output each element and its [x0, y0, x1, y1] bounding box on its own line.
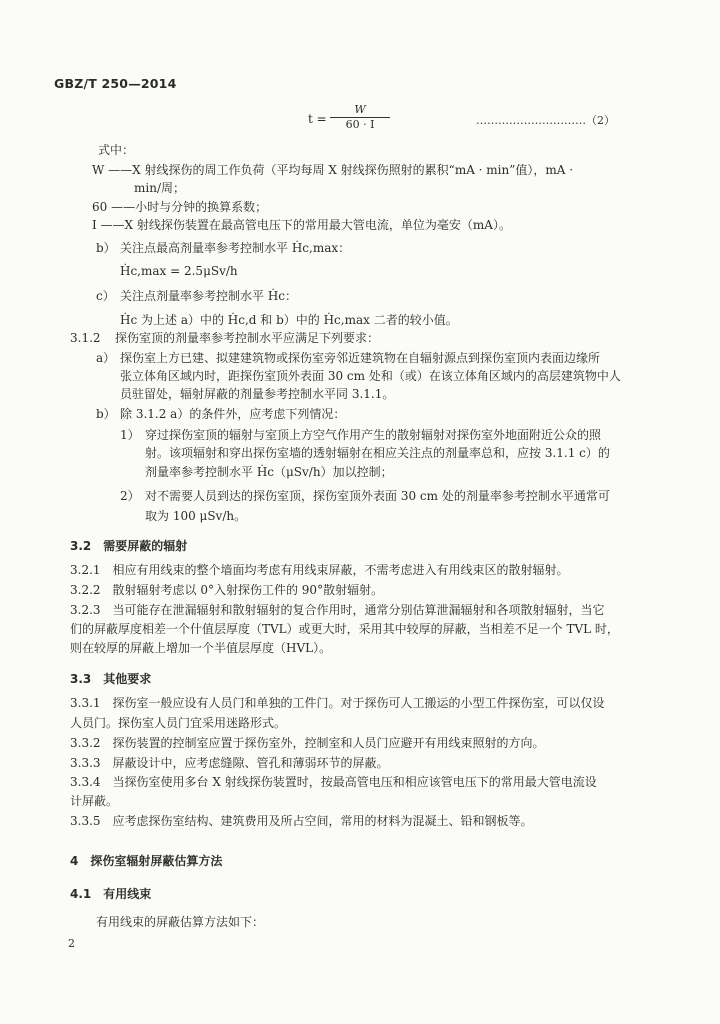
clause-312b1-label: 1）	[120, 428, 140, 442]
where-label: 式中：	[98, 143, 135, 157]
clause-312b2-line1: 对不需要人员到达的探伤室顶，探伤室顶外表面 30 cm 处的剂量率参考控制水平通常可	[145, 489, 610, 503]
item-b-text: 关注点最高剂量率参考控制水平 Ḣc,max：	[120, 241, 351, 255]
clause-323-line1: 3.2.3 当可能存在泄漏辐射和散射辐射的复合作用时，通常分别估算泄漏辐射和各项散射辐射，当它	[70, 603, 605, 617]
clause-334-line2: 计屏蔽。	[70, 794, 119, 808]
clause-323-line3: 则在较厚的屏蔽上增加一个半值层厚度（HVL）。	[70, 641, 332, 655]
clause-334-line1: 3.3.4 当探伤室使用多台 X 射线探伤装置时，按最高管电压和相应该管电压下的常用最大管电流设	[70, 775, 597, 789]
clause-312b1-line3: 剂量率参考控制水平 Ḣc（μSv/h）加以控制；	[145, 465, 393, 479]
clause-312b2-line2: 取为 100 μSv/h。	[145, 509, 247, 523]
standard-number: GBZ/T 250—2014	[54, 76, 177, 91]
def-w-line2: min/周；	[134, 181, 185, 195]
item-c-value: Ḣc 为上述 a）中的 Ḣc,d 和 b）中的 Ḣc,max 二者的较小值。	[120, 313, 458, 327]
clause-332: 3.3.2 探伤装置的控制室应置于探伤室外，控制室和人员门应避开有用线束照射的方向。	[70, 736, 545, 750]
clause-323-line2: 们的屏蔽厚度相差一个什值层厚度（TVL）或更大时，采用其中较厚的屏蔽，当相差不足一个 TVL 时，	[70, 622, 619, 636]
formula-numerator: W	[354, 103, 366, 116]
def-sixty: 60 ——小时与分钟的换算系数；	[92, 200, 268, 214]
formula-number: …………………………（2）	[476, 114, 615, 127]
def-i: I ——X 射线探伤装置在最高管电压下的常用最大管电流，单位为毫安（mA）。	[92, 218, 511, 232]
formula-denominator: 60 · I	[345, 118, 375, 131]
def-w-line1: W ——X 射线探伤的周工作负荷（平均每周 X 射线探伤照射的累积“mA · min”值），mA ·	[92, 163, 574, 177]
formula-lhs: t =	[308, 112, 327, 126]
section-33-heading: 3.3 其他要求	[70, 672, 152, 686]
chapter-4-heading: 4 探伤室辐射屏蔽估算方法	[70, 854, 223, 868]
clause-312b-text: 除 3.1.2 a）的条件外，应考虑下列情况：	[120, 407, 346, 421]
clause-312a-line2: 张立体角区域内时，距探伤室顶外表面 30 cm 处和（或）在该立体角区域内的高层建筑物中人	[120, 369, 621, 383]
item-c-text: 关注点剂量率参考控制水平 Ḣc：	[120, 289, 298, 303]
clause-333: 3.3.3 屏蔽设计中，应考虑缝隙、管孔和薄弱环节的屏蔽。	[70, 756, 389, 770]
section-41-heading: 4.1 有用线束	[70, 887, 152, 901]
clause-321: 3.2.1 相应有用线束的整个墙面均考虑有用线束屏蔽，不需考虑进入有用线束区的散射辐射。	[70, 563, 569, 577]
formula-fraction	[330, 104, 390, 131]
clause-331-line2: 人员门。探伤室人员门宜采用迷路形式。	[70, 716, 287, 730]
clause-312a-label: a）	[96, 351, 116, 365]
section-41-intro: 有用线束的屏蔽估算方法如下：	[96, 915, 265, 929]
clause-312b2-label: 2）	[120, 489, 140, 503]
item-b-label: b）	[96, 241, 116, 255]
item-c-label: c）	[96, 289, 115, 303]
clause-335: 3.3.5 应考虑探伤室结构、建筑费用及所占空间，常用的材料为混凝土、铅和钢板等。	[70, 814, 533, 828]
section-32-heading: 3.2 需要屏蔽的辐射	[70, 539, 188, 553]
clause-312-title: 探伤室顶的剂量率参考控制水平应满足下列要求：	[115, 331, 380, 345]
page-number: 2	[68, 937, 75, 950]
clause-312-number: 3.1.2	[70, 331, 101, 345]
clause-312b1-line1: 穿过探伤室顶的辐射与室顶上方空气作用产生的散射辐射对探伤室外地面附近公众的照	[145, 428, 602, 442]
clause-312b-label: b）	[96, 407, 116, 421]
clause-312a-line1: 探伤室上方已建、拟建建筑物或探伤室旁邻近建筑物在自辐射源点到探伤室顶内表面边缘所	[120, 351, 601, 365]
clause-331-line1: 3.3.1 探伤室一般应设有人员门和单独的工件门。对于探伤可人工搬运的小型工件探伤室，可以仅设	[70, 696, 605, 710]
item-b-value: Ḣc,max = 2.5μSv/h	[120, 264, 238, 278]
clause-312a-line3: 员驻留处，辐射屏蔽的剂量参考控制水平同 3.1.1。	[120, 387, 395, 401]
clause-322: 3.2.2 散射辐射考虑以 0°入射探伤工件的 90°散射辐射。	[70, 583, 384, 597]
clause-312b1-line2: 射。该项辐射和穿出探伤室墙的透射辐射在相应关注点的剂量率总和，应按 3.1.1 c）的	[145, 446, 610, 460]
